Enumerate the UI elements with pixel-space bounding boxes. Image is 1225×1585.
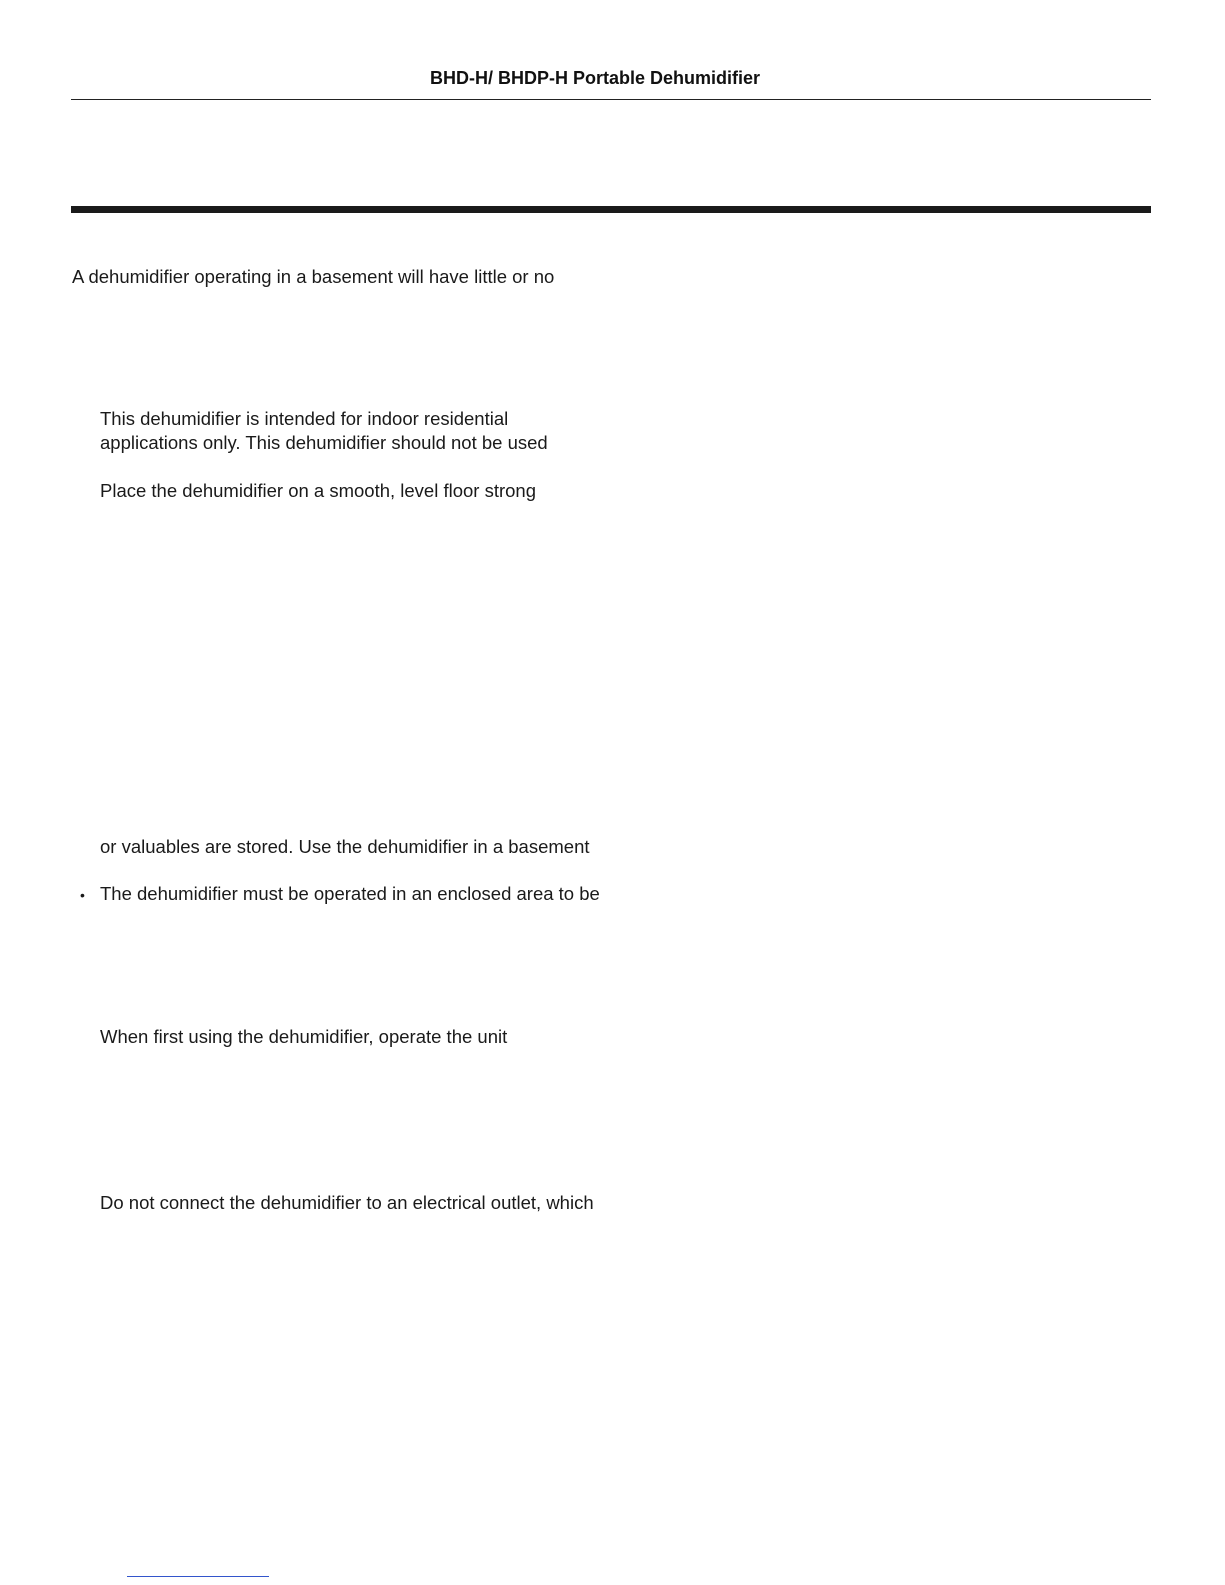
- paragraph-valuables: or valuables are stored. Use the dehumidifier in a basement: [100, 836, 590, 857]
- page-header-title: BHD-H/ BHDP-H Portable Dehumidifier: [429, 68, 761, 88]
- paragraph-placement: Place the dehumidifier on a smooth, level floor strong: [100, 480, 537, 501]
- paragraph-enclosed-area: The dehumidifier must be operated in an enclosed area to be: [100, 883, 600, 904]
- section-divider: [71, 206, 1151, 213]
- intro-text: A dehumidifier operating in a basement will have little or no: [72, 266, 555, 287]
- paragraph-electrical-outlet: Do not connect the dehumidifier to an electrical outlet, which: [100, 1192, 594, 1213]
- paragraph-indoor-use-line-1: This dehumidifier is intended for indoor residential: [100, 408, 509, 429]
- paragraph-first-use: When first using the dehumidifier, operate the unit: [100, 1026, 508, 1047]
- header-divider: [71, 99, 1151, 100]
- footer-link-underline: [127, 1576, 269, 1577]
- bullet-marker: •: [80, 887, 85, 903]
- paragraph-indoor-use-line-2: applications only. This dehumidifier should not be used: [100, 432, 548, 453]
